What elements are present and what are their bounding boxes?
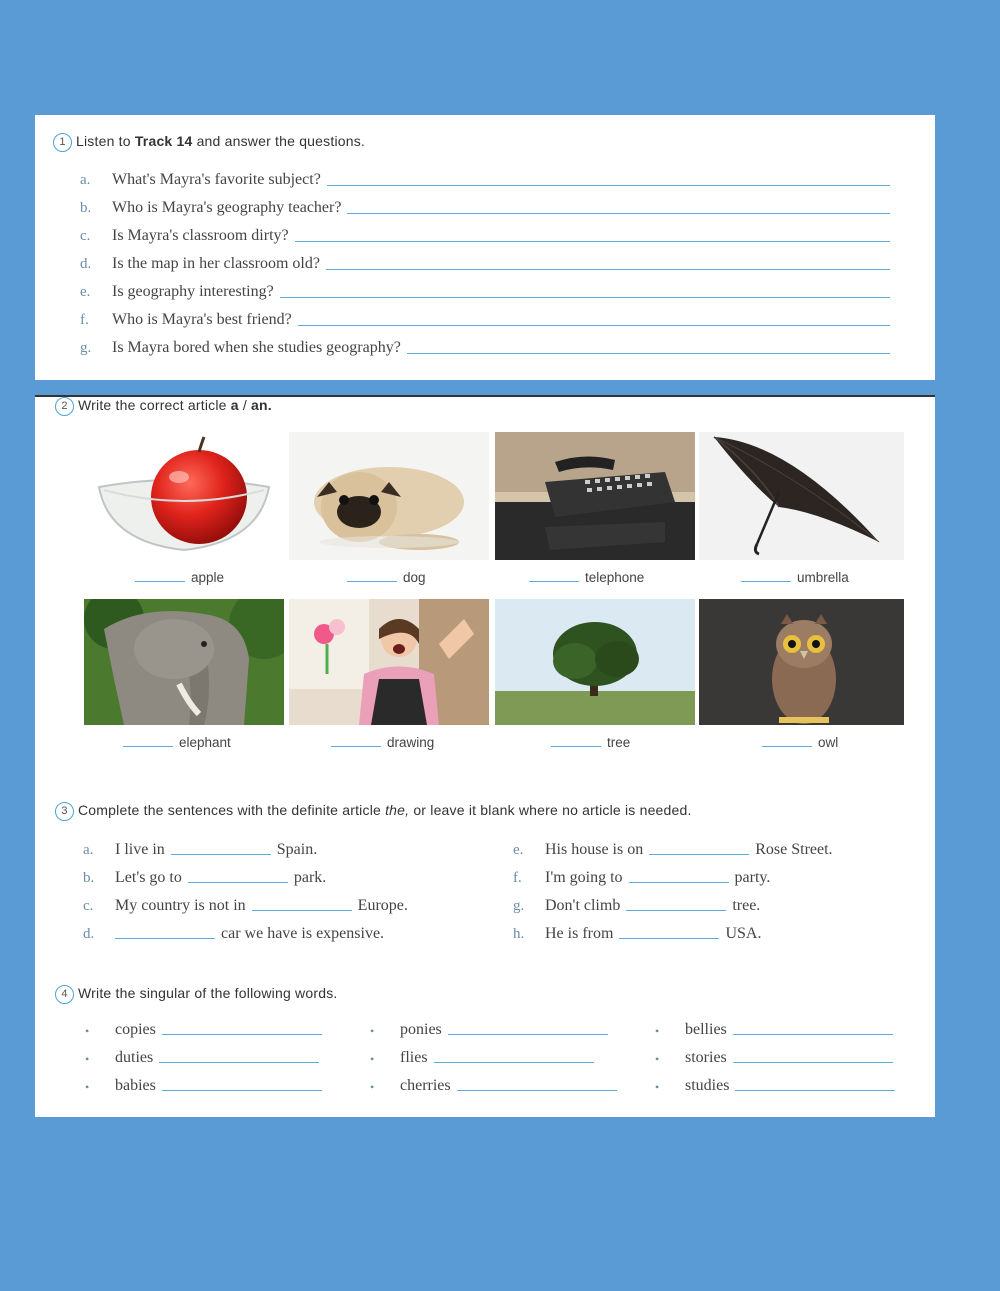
apple-image: [84, 432, 284, 560]
article-item: tree: [551, 735, 630, 750]
exercise-number-badge: 1: [53, 133, 72, 152]
article-blank[interactable]: [331, 746, 381, 747]
singular-blank[interactable]: [735, 1090, 895, 1091]
sentence-row: b. Let's go to park.: [83, 869, 327, 886]
singular-item: • flies: [370, 1045, 594, 1067]
article-item: drawing: [331, 735, 434, 750]
owl-image: [699, 599, 904, 725]
answer-line[interactable]: [327, 185, 890, 186]
elephant-image: [84, 599, 284, 725]
article-blank[interactable]: [529, 581, 579, 582]
question-row: c. Is Mayra's classroom dirty?: [80, 223, 890, 245]
singular-blank[interactable]: [162, 1034, 322, 1035]
question-row: e. Is geography interesting?: [80, 279, 890, 301]
article-item: telephone: [529, 570, 644, 585]
article-blank[interactable]: [762, 746, 812, 747]
answer-line[interactable]: [326, 269, 890, 270]
singular-item: • stories: [655, 1045, 893, 1067]
article-item: dog: [347, 570, 426, 585]
singular-blank[interactable]: [448, 1034, 608, 1035]
sentence-blank[interactable]: [115, 938, 215, 939]
sentence-row: d. car we have is expensive.: [83, 925, 385, 942]
singular-item: • duties: [85, 1045, 319, 1067]
telephone-image: [495, 432, 695, 560]
article-blank[interactable]: [741, 581, 791, 582]
exercise-number-badge: 4: [55, 985, 74, 1004]
umbrella-image: [699, 432, 904, 560]
tree-image: [495, 599, 695, 725]
singular-item: • cherries: [370, 1073, 617, 1095]
singular-item: • bellies: [655, 1017, 893, 1039]
sentence-blank[interactable]: [188, 882, 288, 883]
exercise-1-instruction: 1 Listen to Track 14 and answer the questions.: [53, 133, 365, 152]
article-item: elephant: [123, 735, 231, 750]
sentence-row: a. I live in Spain.: [83, 841, 318, 858]
sentence-blank[interactable]: [649, 854, 749, 855]
article-blank[interactable]: [347, 581, 397, 582]
answer-line[interactable]: [407, 353, 890, 354]
singular-blank[interactable]: [434, 1062, 594, 1063]
answer-line[interactable]: [295, 241, 890, 242]
exercise-number-badge: 3: [55, 802, 74, 821]
article-item: apple: [135, 570, 224, 585]
exercise-4-instruction: 4 Write the singular of the following words.: [55, 985, 337, 1004]
exercises-2-4-panel: [35, 395, 935, 1117]
sentence-blank[interactable]: [252, 910, 352, 911]
exercise-number-badge: 2: [55, 397, 74, 416]
sentence-blank[interactable]: [171, 854, 271, 855]
singular-item: • studies: [655, 1073, 895, 1095]
sentence-row: f. I'm going to party.: [513, 869, 771, 886]
drawing-image: [289, 599, 489, 725]
answer-line[interactable]: [280, 297, 890, 298]
article-item: owl: [762, 735, 838, 750]
question-row: d. Is the map in her classroom old?: [80, 251, 890, 273]
article-blank[interactable]: [123, 746, 173, 747]
dog-image: [289, 432, 489, 560]
singular-blank[interactable]: [457, 1090, 617, 1091]
sentence-row: h. He is from USA.: [513, 925, 762, 942]
question-row: b. Who is Mayra's geography teacher?: [80, 195, 890, 217]
exercise-1-panel: [35, 115, 935, 380]
sentence-row: c. My country is not in Europe.: [83, 897, 408, 914]
article-blank[interactable]: [551, 746, 601, 747]
exercise-3-instruction: 3 Complete the sentences with the definite article the, or leave it blank where no article is needed.: [55, 802, 692, 821]
sentence-blank[interactable]: [629, 882, 729, 883]
singular-blank[interactable]: [733, 1062, 893, 1063]
question-row: f. Who is Mayra's best friend?: [80, 307, 890, 329]
sentence-row: e. His house is on Rose Street.: [513, 841, 833, 858]
sentence-row: g. Don't climb tree.: [513, 897, 761, 914]
singular-blank[interactable]: [733, 1034, 893, 1035]
answer-line[interactable]: [298, 325, 890, 326]
singular-item: • babies: [85, 1073, 322, 1095]
article-blank[interactable]: [135, 581, 185, 582]
article-item: umbrella: [741, 570, 849, 585]
exercise-2-instruction: 2 Write the correct article a / an.: [55, 397, 272, 416]
singular-item: • ponies: [370, 1017, 608, 1039]
sentence-blank[interactable]: [619, 938, 719, 939]
singular-blank[interactable]: [162, 1090, 322, 1091]
singular-item: • copies: [85, 1017, 322, 1039]
answer-line[interactable]: [347, 213, 890, 214]
question-row: g. Is Mayra bored when she studies geography?: [80, 335, 890, 357]
sentence-blank[interactable]: [626, 910, 726, 911]
question-row: a. What's Mayra's favorite subject?: [80, 167, 890, 189]
singular-blank[interactable]: [159, 1062, 319, 1063]
